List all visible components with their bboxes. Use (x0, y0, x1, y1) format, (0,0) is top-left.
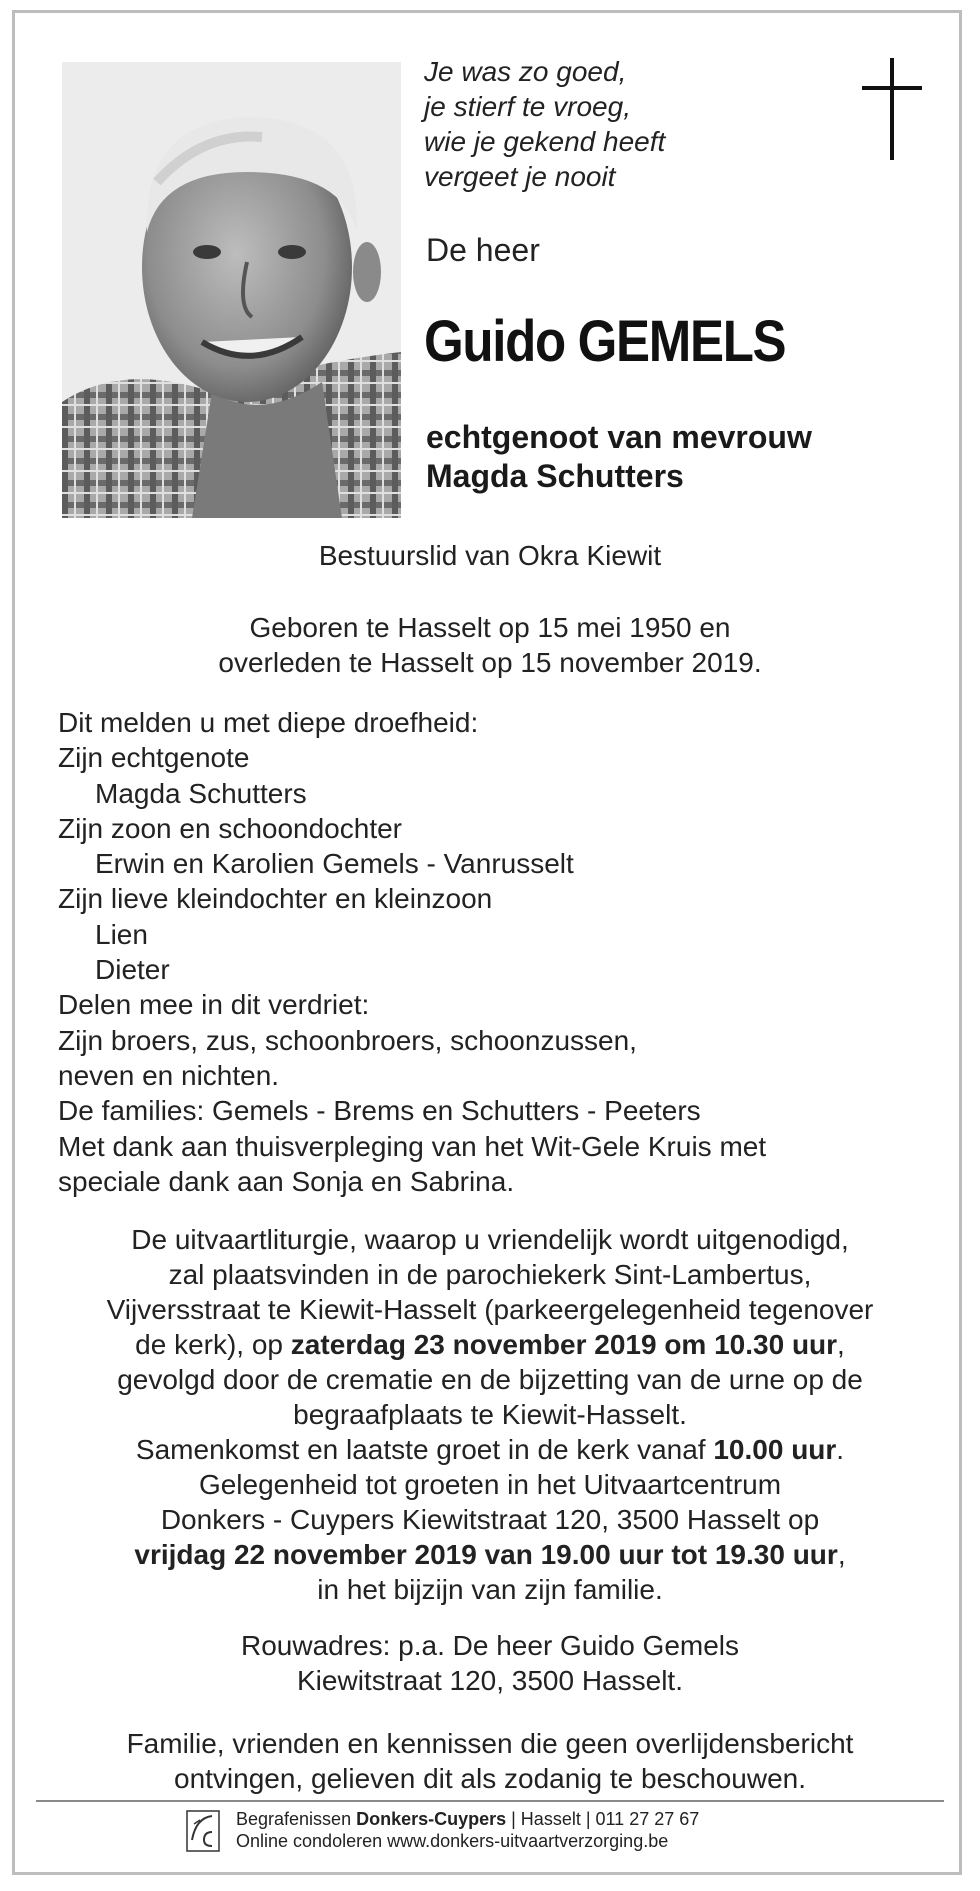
thanks-line: speciale dank aan Sonja en Sabrina. (58, 1165, 515, 1197)
cross-icon (862, 58, 922, 160)
funeral-text: . (836, 1434, 845, 1465)
family-member: Erwin en Karolien Gemels - Vanrusselt (95, 848, 574, 880)
deceased-name: Guido GEMELS (424, 309, 786, 374)
closing-notice (0, 1726, 980, 1796)
closing-line: Familie, vrienden en kennissen die geen overlijdensbericht (126, 1728, 854, 1759)
footer-line (236, 1808, 699, 1830)
closing-line: ontvingen, gelieven dit als zodanig te beschouwen. (174, 1763, 806, 1794)
footer-text: | Hasselt | 011 27 27 67 (506, 1809, 700, 1829)
portrait-photo (62, 62, 401, 518)
funeral-line: gevolgd door de crematie en de bijzetting van de urne op de (117, 1364, 863, 1395)
portrait-illustration (62, 62, 401, 518)
funeral-text: , (837, 1539, 846, 1570)
funeral-line: zal plaatsvinden in de parochiekerk Sint-Lambertus, (168, 1259, 812, 1290)
funeral-line (0, 1537, 980, 1572)
thanks-line: Met dank aan thuisverpleging van het Wit-Gele Kruis met (58, 1130, 767, 1162)
funeral-line: begraafplaats te Kiewit-Hasselt. (293, 1399, 687, 1430)
family-line: Zijn broers, zus, schoonbroers, schoonzussen, (58, 1024, 637, 1056)
salutation: De heer (426, 232, 540, 268)
footer-text: Begrafenissen (236, 1809, 357, 1829)
family-member: Magda Schutters (95, 777, 307, 809)
spouse-name: Magda Schutters (426, 458, 684, 494)
family-member: Lien (95, 918, 148, 950)
funeral-details (0, 1222, 980, 1607)
family-label: Zijn lieve kleindochter en kleinzoon (58, 883, 493, 915)
family-label: Zijn zoon en schoondochter (58, 812, 402, 844)
funeral-line: Donkers - Cuypers Kiewitstraat 120, 3500 Hasselt op (160, 1504, 820, 1535)
address-line: Kiewitstraat 120, 3500 Hasselt. (297, 1665, 683, 1696)
family-member: Dieter (95, 954, 170, 986)
visitation-date: vrijdag 22 november 2019 van 19.00 uur tot 19.30 uur (134, 1539, 838, 1570)
spouse-line: echtgenoot van mevrouw (426, 419, 812, 455)
funeral-line (0, 1432, 980, 1467)
spouse-info (426, 418, 812, 496)
mourning-address (0, 1628, 980, 1698)
funeral-home-name: Donkers-Cuypers (356, 1809, 507, 1829)
address-line: Rouwadres: p.a. De heer Guido Gemels (240, 1630, 740, 1661)
funeral-date: zaterdag 23 november 2019 om 10.30 uur (290, 1329, 838, 1360)
funeral-line: Vijversstraat te Kiewit-Hasselt (parkeergelegenheid tegenover (106, 1294, 874, 1325)
footer (236, 1808, 699, 1852)
birth-line: Geboren te Hasselt op 15 mei 1950 en (249, 612, 731, 643)
funeral-text: , (837, 1329, 845, 1360)
role: Bestuurslid van Okra Kiewit (318, 540, 662, 571)
family-label: Zijn echtgenote (58, 742, 250, 774)
poem-line: wie je gekend heeft (424, 126, 666, 157)
gathering-time: 10.00 uur (713, 1434, 837, 1465)
family-line: De families: Gemels - Brems en Schutters - Peeters (58, 1095, 701, 1127)
footer-divider (36, 1800, 944, 1802)
funeral-home-logo-icon (186, 1810, 220, 1852)
memorial-poem (424, 54, 665, 194)
condolence-website: Online condoleren www.donkers-uitvaartverzorging.be (236, 1831, 669, 1851)
family-intro: Dit melden u met diepe droefheid: (58, 707, 479, 738)
funeral-line: De uitvaartliturgie, waarop u vriendelijk wordt uitgenodigd, (131, 1224, 849, 1255)
funeral-text: de kerk), op (135, 1329, 291, 1360)
poem-line: je stierf te vroeg, (424, 91, 631, 122)
funeral-line: in het bijzijn van zijn familie. (317, 1574, 663, 1605)
funeral-line (0, 1327, 980, 1362)
poem-line: vergeet je nooit (424, 161, 616, 192)
funeral-line: Gelegenheid tot groeten in het Uitvaartcentrum (198, 1469, 782, 1500)
family-line: neven en nichten. (58, 1059, 280, 1091)
birth-death-info (0, 610, 980, 680)
family-list (58, 705, 766, 1199)
funeral-text: Samenkomst en laatste groet in de kerk vanaf (135, 1434, 714, 1465)
death-line: overleden te Hasselt op 15 november 2019. (218, 647, 762, 678)
family-label: Delen mee in dit verdriet: (58, 989, 370, 1021)
poem-line: Je was zo goed, (424, 56, 627, 87)
